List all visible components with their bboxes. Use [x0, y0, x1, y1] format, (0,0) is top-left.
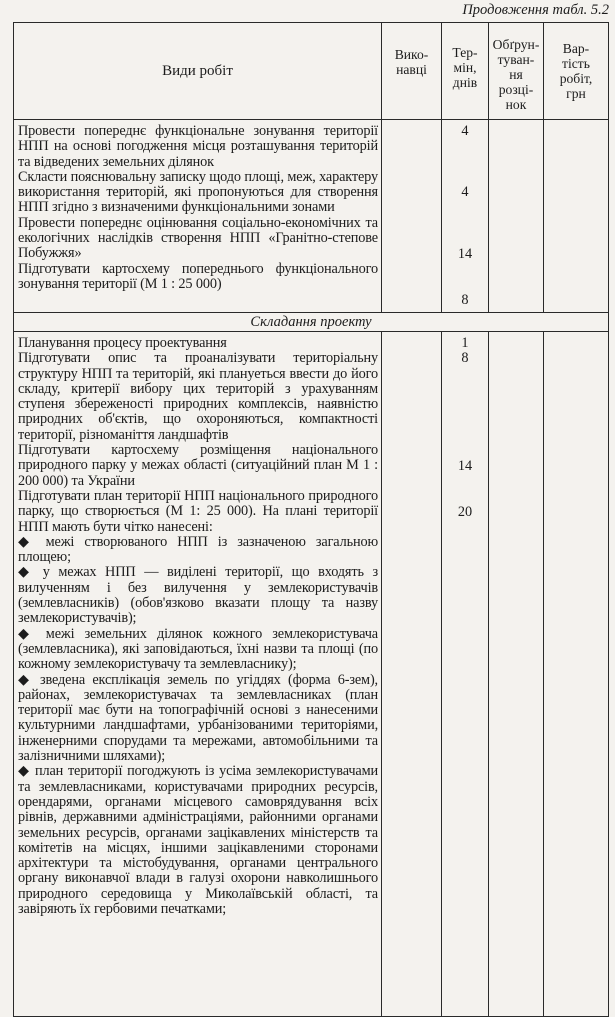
table-row: [14, 332, 609, 1017]
term-cell: [442, 120, 489, 313]
works-table: [13, 22, 609, 1017]
cost-cell: [544, 332, 609, 1017]
term-value: 14: [457, 245, 473, 262]
work-item: Підготувати план території НПП національного природного парку, що створюється (М 1: 25 000). На плані території НПП мають бути чітко нанесені:: [18, 487, 378, 535]
work-item: Підготувати картосхему розміщення національного природного парку у межах області (ситуаційний план М 1 : 200 000) та України: [18, 442, 378, 489]
bullet-item: ◆ межі земельних ділянок кожного землекористувача (землевласника), які заповідаються, їхні назви та площі (по кожному землекористувачу та землевласнику);: [18, 625, 378, 673]
header-work: Види робіт: [14, 23, 382, 120]
work-cell: [14, 332, 382, 1017]
term-value: 1: [461, 335, 469, 351]
work-item: Підготувати опис та проаналізувати територіальну структуру НПП та територій, які плануеться ввести до його складу, критерії вибору цих територій з урахуванням ступеня збереженості природних комплексів, наявністю природних об'єктів, що охороняються, компактності території, різноманіття ландшафтів: [18, 350, 378, 443]
term-value: 20: [457, 503, 473, 520]
term-value: 4: [461, 123, 469, 139]
bullet-item: ◆ зведена експлікація земель по угіддях (форма 6-зем), районах, землекористувачах та землевласниках (план території має бути на топографічній основі з нанесеними культурними ландшафтами, урбанізованими територіями, інженерними спорудами та мережами, автомобільними та залізничними шляхами);: [18, 671, 378, 765]
table-row: [14, 120, 609, 313]
section-row: [14, 313, 609, 332]
justification-cell: [489, 120, 544, 313]
bullet-item: ◆ у межах НПП — виділені території, що входять з вилученням і без вилучення у землекористувачів (землевласників) (обов'язково вказати площу та назву землекористувачів);: [18, 564, 378, 627]
work-item: Планування процесу проектування: [18, 335, 227, 351]
table-caption: Продовження табл. 5.2: [462, 2, 609, 18]
term-value: 8: [461, 350, 469, 367]
bullet-item: ◆ межі створюваного НПП із зазначеною загальною площею;: [18, 533, 378, 566]
header-row: [14, 23, 609, 120]
bullet-icon: ◆: [18, 763, 31, 780]
cost-cell: [544, 120, 609, 313]
bullet-icon: ◆: [18, 625, 36, 642]
work-item: Підготувати картосхему попереднього функціонального зонування території (М 1 : 25 000): [18, 260, 378, 292]
section-title: Складання проекту: [14, 313, 609, 332]
term-value: 4: [461, 184, 469, 201]
performers-cell: [382, 332, 442, 1017]
bullet-item: ◆ план території погоджують із усіма землекористувачами та землевласниками, користувачами природних ресурсів, орендарями, органами місцевого самоврядування всіх рівнів, державними адміністраціями, районними органами земельних ресурсів, органами зацікавлених міністерств та комітетів на місцях, іншими зацікавленими сторонами архітектури та містобудування, органами центрального органу виконавчої влади в галузі охорони навколишнього природного середовища у Миколаївській області, та завіряють їх гербовими печатками;: [18, 763, 378, 917]
header-term: Тер- мін, днів: [442, 23, 489, 120]
header-cost: Вар- тість робіт, грн: [544, 23, 609, 120]
bullet-icon: ◆: [18, 671, 33, 688]
bullet-icon: ◆: [18, 533, 36, 550]
justification-cell: [489, 332, 544, 1017]
bullet-icon: ◆: [18, 564, 35, 581]
work-item: Скласти пояснювальну записку щодо площі, меж, характеру використання територій, які пропонуються для створення НПП згідно з визначеними функціональними зонами: [18, 168, 378, 216]
header-justification: Обґрун- туван- ня розці- нок: [489, 23, 544, 120]
term-value: 14: [457, 457, 473, 474]
work-item: Провести попереднє функціональне зонування території НПП на основі погодження місця розташування територій та відведених земельних ділянок: [18, 123, 378, 170]
work-item: Провести попереднє оцінювання соціально-економічних та екологічних наслідків створення НПП «Гранітно-степове Побужжя»: [18, 214, 378, 262]
term-cell: [442, 332, 489, 1017]
header-performers: Вико- навці: [382, 23, 442, 120]
performers-cell: [382, 120, 442, 313]
work-cell: [14, 120, 382, 313]
term-value: 8: [461, 291, 469, 308]
